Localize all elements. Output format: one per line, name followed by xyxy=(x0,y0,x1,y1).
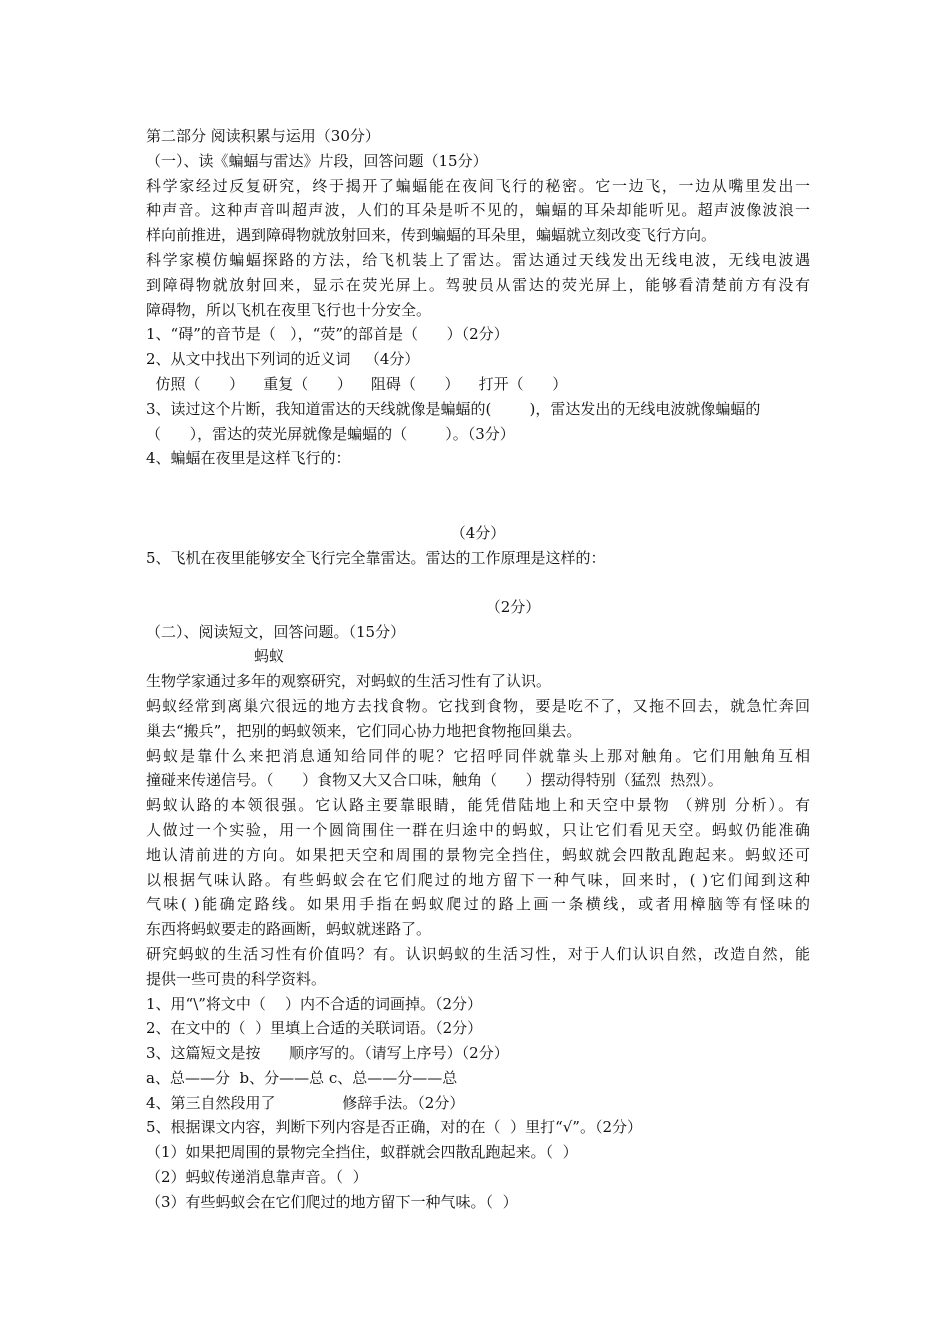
question-2: 2、从文中找出下列词的近义词 （4分） xyxy=(146,350,420,369)
passage-line: 以根据气味认路。有些蚂蚁会在它们爬过的地方留下一种气味，回来时，( )它们闻到这种 xyxy=(146,870,810,889)
part-heading: 第二部分 阅读积累与运用（30分） xyxy=(146,127,380,145)
section1-passage xyxy=(146,174,810,323)
passage-line: 提供一些可贵的科学资料。 xyxy=(146,969,327,988)
passage-line: 地认清前进的方向。如果把天空和周围的景物完全挡住，蚂蚁就会四散乱跑起来。蚂蚁还可 xyxy=(146,845,810,864)
passage-line: 蚂蚁经常到离巢穴很远的地方去找食物。它找到食物，要是吃不了，又拖不回去，就急忙奔回 xyxy=(146,696,810,715)
passage-line: 撞碰来传递信号。（ ）食物又大又合口味，触角（ ）摆动得特别（猛烈 热烈）。 xyxy=(146,771,723,790)
question-4-score: （4分） xyxy=(450,524,506,543)
answer-space xyxy=(146,471,810,521)
question-options: a、总——分 b、分——总 c、总——分——总 xyxy=(146,1068,458,1087)
passage-line: 东西将蚂蚁要走的路画断，蚂蚁就迷路了。 xyxy=(146,920,432,939)
passage-line: 障碍物，所以飞机在夜里飞行也十分安全。 xyxy=(146,300,432,319)
question-item: 5、根据课文内容，判断下列内容是否正确，对的在（ ）里打“√”。（2分） xyxy=(146,1118,643,1137)
passage-line: 气味( )能确定路线。如果用手指在蚂蚁爬过的路上画一条横线，或者用樟脑等有怪味的 xyxy=(146,895,810,914)
section2-passage xyxy=(146,669,810,991)
passage-line: 研究蚂蚁的生活习性有价值吗？有。认识蚂蚁的生活习性，对于人们认识自然，改造自然，能 xyxy=(146,944,810,963)
question-5-score: （2分） xyxy=(485,597,541,616)
exam-page xyxy=(146,124,810,1215)
passage-line: 人做过一个实验，用一个圆筒围住一群在归途中的蚂蚁，只让它们看见天空。蚂蚁仍能准确 xyxy=(146,820,810,839)
section2-title: （二）、阅读短文，回答问题。（15分） xyxy=(146,622,406,641)
question-item: 2、在文中的（ ）里填上合适的关联词语。（2分） xyxy=(146,1019,483,1038)
passage-line: 科学家经过反复研究，终于揭开了蝙蝠能在夜间飞行的秘密。它一边飞，一边从嘴里发出一 xyxy=(146,176,810,195)
question-2-words: 仿照（ ） 重复（ ） 阻碍（ ） 打开（ ） xyxy=(146,374,568,393)
question-item: 1、用“\”将文中（ ）内不合适的词画掉。（2分） xyxy=(146,994,483,1013)
story-title: 蚂蚁 xyxy=(254,647,285,666)
question-3-line1: 3、读过这个片断，我知道雷达的天线就像是蝙蝠的( )，雷达发出的无线电波就像蝙蝠的 xyxy=(146,399,761,418)
question-item: 3、这篇短文是按 顺序写的。（请写上序号）（2分） xyxy=(146,1044,509,1063)
judgment-item: （1）如果把周围的景物完全挡住，蚁群就会四散乱跑起来。（ ） xyxy=(146,1143,578,1162)
answer-space xyxy=(146,571,810,595)
section2-questions xyxy=(146,992,810,1215)
question-5: 5、飞机在夜里能够安全飞行完全靠雷达。雷达的工作原理是这样的： xyxy=(146,548,606,567)
passage-line: 生物学家通过多年的观察研究，对蚂蚁的生活习性有了认识。 xyxy=(146,672,552,691)
question-4: 4、蝙蝠在夜里是这样飞行的： xyxy=(146,449,351,468)
passage-line: 样向前推进，遇到障碍物就放射回来，传到蝙蝠的耳朵里，蝙蝠就立刻改变飞行方向。 xyxy=(146,226,717,245)
section1-title: （一）、读《蝙蝠与雷达》片段，回答问题（15分） xyxy=(146,151,488,170)
passage-line: 巢去“搬兵”，把别的蚂蚁领来，它们同心协力地把食物拖回巢去。 xyxy=(146,721,582,740)
passage-line: 科学家模仿蝙蝠探路的方法，给飞机装上了雷达。雷达通过天线发出无线电波，无线电波遇 xyxy=(146,250,810,269)
passage-line: 蚂蚁认路的本领很强。它认路主要靠眼睛，能凭借陆地上和天空中景物 （辨別 分析）。有 xyxy=(146,796,810,815)
question-1: 1、“碍”的音节是（ ），“荧”的部首是（ ）（2分） xyxy=(146,325,509,344)
passage-line: 到障碍物就放射回来，显示在荧光屏上。驾驶员从雷达的荧光屏上，能够看清楚前方有没有 xyxy=(146,275,810,294)
question-item: 4、第三自然段用了 修辞手法。（2分） xyxy=(146,1093,465,1112)
question-3-line2: （ ），雷达的荧光屏就像是蝙蝠的（ ）。（3分） xyxy=(146,424,515,443)
passage-line: 蚂蚁是靠什么来把消息通知给同伴的呢？它招呼同伴就靠头上那对触角。它们用触角互相 xyxy=(146,746,810,765)
judgment-item: （2）蚂蚁传递消息靠声音。（ ） xyxy=(146,1168,368,1187)
judgment-item: （3）有些蚂蚁会在它们爬过的地方留下一种气味。（ ） xyxy=(146,1192,518,1211)
passage-line: 种声音。这种声音叫超声波，人们的耳朵是听不见的，蝙蝠的耳朵却能听见。超声波像波浪一 xyxy=(146,201,810,220)
